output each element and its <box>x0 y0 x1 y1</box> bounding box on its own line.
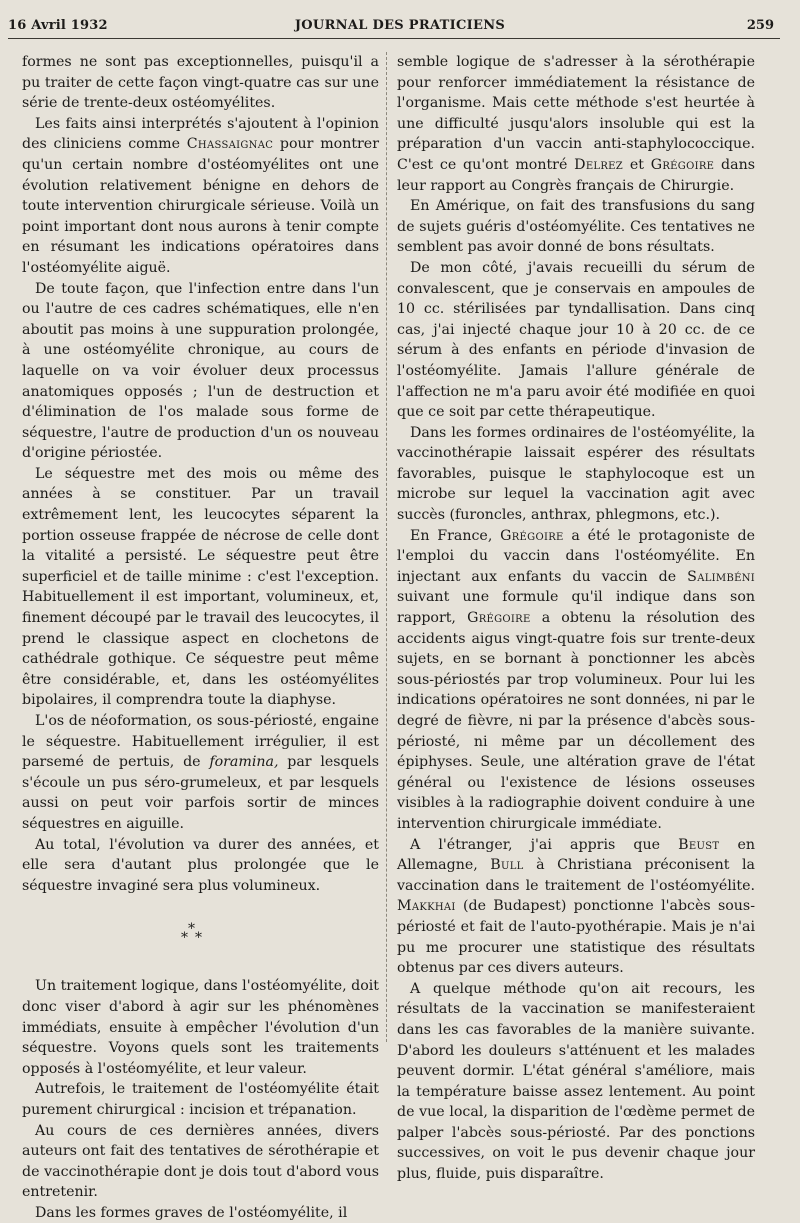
text-run: et <box>623 156 651 173</box>
paragraph <box>397 52 755 196</box>
page-number: 259 <box>746 18 774 33</box>
journal-title: JOURNAL DES PRATICIENS <box>294 18 506 33</box>
paragraph: En Amérique, on fait des transfusions du sang de sujets guéris d'ostéomyélite. Ces tentatives ne semblent pas avoir donné de bons résultats. <box>397 198 755 256</box>
right-column <box>397 52 755 1185</box>
separator-star: * <box>195 930 202 947</box>
column-divider <box>386 52 387 1042</box>
italic-term: foramina, <box>209 754 279 771</box>
text-run: En France, <box>410 527 501 544</box>
text-run: Les faits ainsi interprétés s'ajoutent à l'opinion des cliniciens comme <box>22 115 379 153</box>
author-name: Grégoire <box>650 156 715 173</box>
text-run: L'os de néoformation, os sous-périosté, engaine le séquestre. Habituellement irrégulier, il est parsemé de pertuis, de <box>22 713 379 771</box>
author-name: Delrez <box>574 156 624 173</box>
paragraph: Un traitement logique, dans l'ostéomyélite, doit donc viser d'abord à agir sur les phénomènes immédiats, ensuite à empêcher l'évolution d'un séquestre. Voyons quels sont les traitements opposés à l'ostéomyélite, et leur valeur. <box>22 978 379 1077</box>
paragraph: Au cours de ces dernières années, divers auteurs ont fait des tentatives de sérothérapie et de vaccinothérapie dont je dois tout d'abord vous entretenir. <box>22 1122 379 1201</box>
separator-star: * <box>188 921 195 938</box>
paragraph: formes ne sont pas exceptionnelles, puisqu'il a pu traiter de cette façon vingt-quatre cas sur une série de trente-deux ostéomyélites. <box>22 54 379 112</box>
paragraph: A quelque méthode qu'on ait recours, les résultats de la vaccination se manifesteraient dans les cas favorables de la manière suivante. D'abord les douleurs s'atténuent et les malades peuvent dormir. L'état général s'améliore, mais la température baisse assez lentement. Au point de vue local, la disparition de l'œdème permet de palper l'abcès sous-périosté. Par des ponctions successives, on voit le pus devenir chaque jour plus, fluide, puis disparaître. <box>397 980 755 1183</box>
paragraph <box>397 526 755 835</box>
separator-star: * <box>181 930 188 947</box>
paragraph <box>397 835 755 979</box>
page-header <box>0 0 800 42</box>
text-run: par lesquels s'écoule un pus séro-grumeleux, et par lesquels aussi on peut voir parfois sortir de minces séquestres en aiguille. <box>22 754 379 832</box>
author-name: Grégoire <box>467 610 531 627</box>
paragraph <box>22 114 379 279</box>
author-name: Grégoire <box>500 527 564 544</box>
author-name: Makkhai <box>397 898 456 915</box>
text-run: semble logique de s'adresser à la sérothérapie pour renforcer immédiatement la résistance de l'organisme. Mais cette méthode s'est heurtée à une difficulté jusqu'alors insoluble qui est la préparation d'un vaccin anti-staphylococcique. C'est ce qu'ont montré <box>397 54 755 173</box>
author-name: Bull <box>490 857 524 874</box>
paragraph: De toute façon, que l'infection entre dans l'un ou l'autre de ces cadres schématiques, elle n'en aboutit pas moins à une suppuration prolongée, à une ostéomyélite chronique, au cours de laquelle on va voir évoluer deux processus anatomiques opposés ; l'un de destruction et d'élimination de l'os malade sous forme de séquestre, l'autre de production d'un os nouveau d'origine périostée. <box>22 280 379 462</box>
paragraph: Au total, l'évolution va durer des années, et elle sera d'autant plus prolongée que le séquestre invaginé sera plus volumineux. <box>22 836 379 894</box>
paragraph: Dans les formes graves de l'ostéomyélite, il <box>35 1204 348 1221</box>
paragraph: De mon côté, j'avais recueilli du sérum de convalescent, que je conservais en ampoules de 10 cc. stérilisées par tyndallisation. Dans cinq cas, j'ai injecté chaque jour 10 à 20 cc. de ce sérum à des enfants en période d'invasion de l'ostéomyélite. Jamais l'allure générale de l'affection ne m'a paru avoir été modifiée en quoi que ce soit par cette thérapeutique. <box>397 259 755 421</box>
text-run: a obtenu la résolution des accidents aigus vingt-quatre fois sur trente-deux sujets, en se bornant à ponctionner les abcès sous-périostés par trop volumineux. Pour lui les indications opératoires ne sont données, ni par le degré de fièvre, ni par la présence d'abcès sous-périosté, ni même par un décollement des épiphyses. Seule, une altération grave de l'état général ou l'existence de lésions osseuses visibles à la radiographie doivent conduire à une intervention chirurgicale immédiate. <box>397 610 755 832</box>
issue-date: 16 Avril 1932 <box>8 18 108 33</box>
paragraph: Le séquestre met des mois ou même des années à se constituer. Par un travail extrêmement lent, les leucocytes séparent la portion osseuse frappée de nécrose de celle dont la vitalité a persisté. Le séquestre peut être superficiel et de taille minime : c'est l'exception. Habituellement il est important, volumineux, et, finement découpé par le travail des leucocytes, il prend le classique aspect en clochetons de cathédrale gothique. Ce séquestre peut même être considérable, et, dans les ostéomyélites bipolaires, il comprendra toute la diaphyse. <box>22 465 379 709</box>
paragraph: Dans les formes ordinaires de l'ostéomyélite, la vaccinothérapie laissait espérer des résultats favorables, puisque le staphylocoque est un microbe sur lequel la vaccination agit avec succès (furoncles, anthrax, phlegmons, etc.). <box>397 424 755 524</box>
header-rule <box>8 38 780 39</box>
author-name: Chassaignac <box>186 136 274 153</box>
section-separator <box>22 922 379 950</box>
text-run: (de Budapest) ponctionne l'abcès sous-périosté et fait de l'auto-pyothérapie. Mais je n'ai pu me procurer une statistique des résultats obtenus par ces divers auteurs. <box>397 898 755 977</box>
paragraph: Autrefois, le traitement de l'ostéomyélite était purement chirurgical : incision et trépanation. <box>22 1081 379 1118</box>
paragraph <box>22 711 379 835</box>
text-run: A l'étranger, j'ai appris que <box>410 836 679 853</box>
text-run: dans leur rapport au Congrès français de Chirurgie. <box>397 156 755 194</box>
text-run: suivant une formule qu'il indique dans son rapport, <box>397 589 755 627</box>
author-name: Salimbéni <box>687 568 755 585</box>
text-run: a été le protagoniste de l'emploi du vaccin dans l'ostéomyélite. En injectant aux enfants du vaccin de <box>397 527 756 585</box>
left-column <box>22 52 379 1223</box>
text-run: en Allemagne, <box>397 836 755 874</box>
text-run: à Christiana préconisent la vaccination dans le traitement de l'ostéomyélite. <box>397 857 755 894</box>
author-name: Beust <box>678 836 720 853</box>
text-run: pour montrer qu'un certain nombre d'ostéomyélites ont une évolution relativement bénigne en dehors de toute intervention chirurgicale sérieuse. Voilà un point important dont nous aurons à tenir compte en résumant les indications opératoires dans l'ostéomyélite aiguë. <box>22 136 379 276</box>
